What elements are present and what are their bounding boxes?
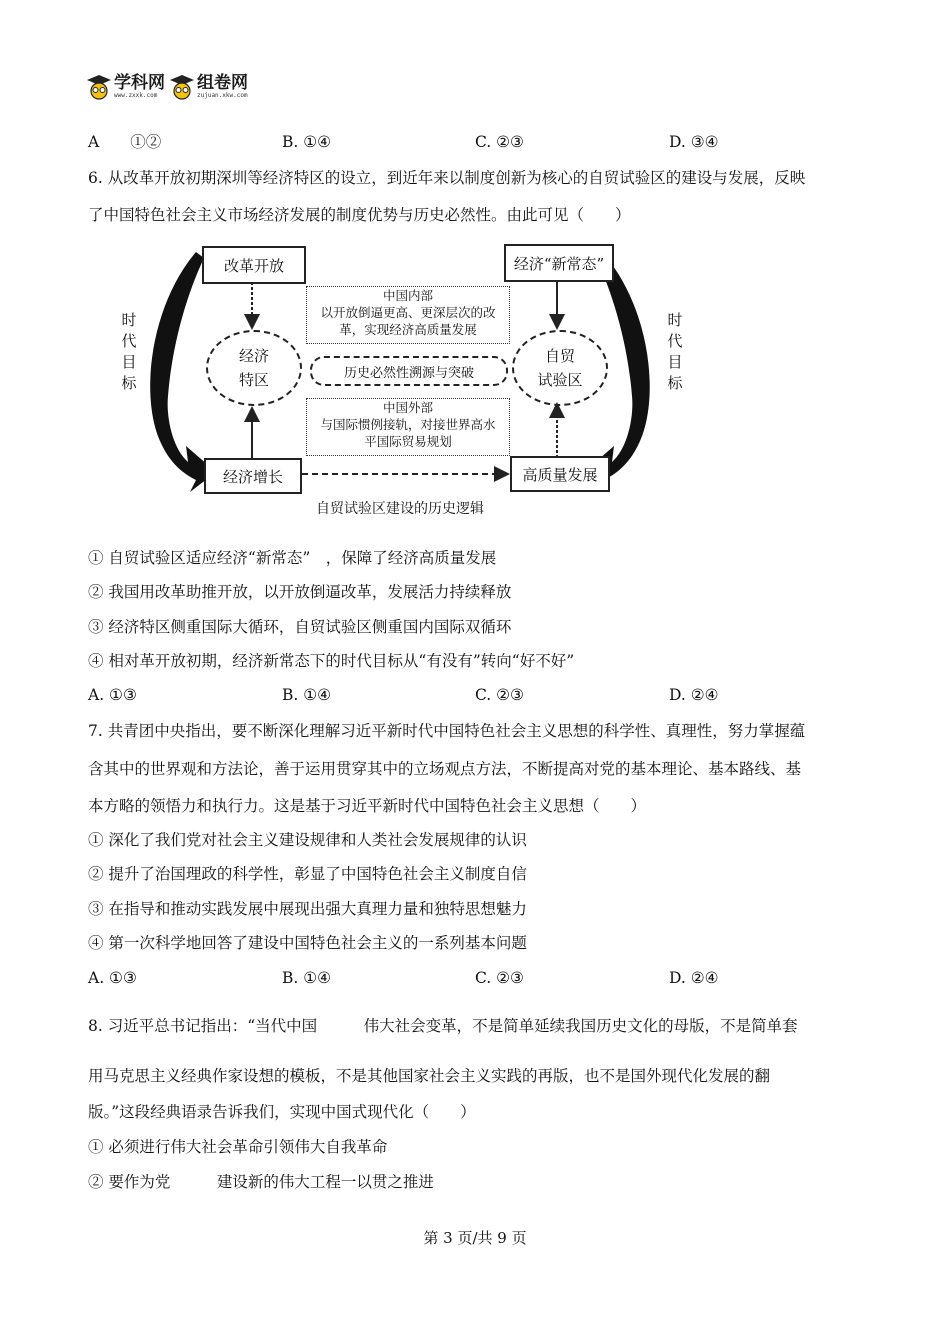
logo-zujuanwang (169, 74, 248, 100)
side-char: 时 (667, 311, 683, 329)
q7-item: ① 深化了我们党对社会主义建设规律和人类社会发展规律的认识 (88, 831, 527, 849)
note-title: 中国内部 (382, 288, 433, 303)
reform-opening-box: 改革开放 (202, 246, 306, 284)
diagram-caption: 自贸试验区建设的历史逻辑 (316, 501, 484, 517)
ellipse-label: 试验区 (537, 371, 583, 389)
q6-item: ④ 相对革开放初期，经济新常态下的时代目标从“有没有”转向“好不好” (88, 652, 575, 670)
page-number: 第 3 页/共 9 页 (423, 1229, 527, 1247)
logo-name: 学科网 (114, 73, 165, 93)
ftz-ellipse (512, 330, 608, 406)
q5-option-b[interactable]: B. ①④ (282, 133, 332, 151)
q7-stem: 本方略的领悟力和执行力。这是基于习近平新时代中国特色社会主义思想（ ） (88, 797, 647, 815)
side-char: 代 (667, 332, 683, 350)
ellipse-label: 特区 (238, 371, 269, 389)
sez-ellipse (206, 330, 302, 406)
side-label-right (666, 310, 684, 394)
q8-stem: 8. 习近平总书记指出：“当代中国 伟大社会变革，不是简单延续我国历史文化的母版，不是简单套 (88, 1017, 798, 1035)
header-logo (86, 70, 248, 104)
side-char: 目 (667, 353, 683, 371)
side-char: 目 (121, 353, 137, 371)
q7-option-a[interactable]: A. ①③ (88, 969, 137, 987)
q6-stem: 了中国特色社会主义市场经济发展的制度优势与历史必然性。由此可见（ ） (88, 206, 631, 224)
note-line: 以开放倒逼更高、更深层次的改 (320, 305, 496, 320)
middle-pill: 历史必然性溯源与突破 (310, 356, 508, 386)
q6-stem: 6. 从改革开放初期深圳等经济特区的设立，到近年来以制度创新为核心的自贸试验区的建设与发展，反映 (88, 169, 806, 187)
side-char: 标 (121, 374, 137, 392)
external-note-box (306, 398, 510, 456)
q6-item: ③ 经济特区侧重国际大循环，自贸试验区侧重国内国际双循环 (88, 618, 512, 636)
logo-url: zujuan.xkw.com (197, 92, 248, 99)
q7-item: ③ 在指导和推动实践发展中展现出强大真理力量和独特思想魅力 (88, 900, 527, 918)
note-line: 革，实现经济高质量发展 (339, 322, 477, 337)
ellipse-label: 自贸 (544, 347, 575, 365)
q6-option-d[interactable]: D. ②④ (669, 686, 719, 704)
side-label-left (120, 310, 138, 394)
internal-note-box (306, 286, 510, 344)
q8-item: ② 要作为党 建设新的伟大工程一以贯之推进 (88, 1173, 434, 1191)
q6-option-a[interactable]: A. ①③ (88, 686, 137, 704)
q7-item: ④ 第一次科学地回答了建设中国特色社会主义的一系列基本问题 (88, 934, 527, 952)
note-line: 平国际贸易规划 (364, 434, 452, 449)
logo-url: www.zxxk.com (114, 92, 158, 99)
q6-item: ② 我国用改革助推开放，以开放倒逼改革，发展活力持续释放 (88, 583, 512, 601)
note-line: 与国际惯例接轨，对接世界高水 (320, 417, 496, 432)
mascot-icon (169, 74, 195, 100)
q8-stem: 用马克思主义经典作家设想的模板，不是其他国家社会主义实践的再版，也不是国外现代化发展的翻 (88, 1067, 771, 1085)
q7-item: ② 提升了治国理政的科学性，彰显了中国特色社会主义制度自信 (88, 865, 527, 883)
mascot-icon (86, 74, 112, 100)
q8-item: ① 必须进行伟大社会革命引领伟大自我革命 (88, 1138, 388, 1156)
q5-option-d[interactable]: D. ③④ (669, 133, 719, 151)
side-char: 标 (667, 374, 683, 392)
side-char: 代 (121, 332, 137, 350)
history-logic-diagram (110, 236, 690, 526)
note-title: 中国外部 (382, 400, 433, 415)
q5-option-c[interactable]: C. ②③ (475, 133, 524, 151)
logo-name: 组卷网 (197, 73, 248, 93)
q7-option-d[interactable]: D. ②④ (669, 969, 719, 987)
logo-xuekewang (86, 74, 165, 100)
q5-option-a[interactable]: A ①② (88, 133, 162, 151)
q7-stem: 含其中的世界观和方法论，善于运用贯穿其中的立场观点方法，不断提高对党的基本理论、基本路线、基 (88, 760, 802, 778)
ellipse-label: 经济 (238, 347, 269, 365)
q7-option-b[interactable]: B. ①④ (282, 969, 332, 987)
q7-option-c[interactable]: C. ②③ (475, 969, 524, 987)
q8-stem: 版。”这段经典语录告诉我们，实现中国式现代化（ ） (88, 1103, 476, 1121)
new-normal-box: 经济“新常态” (504, 244, 614, 282)
q7-stem: 7. 共青团中央指出，要不断深化理解习近平新时代中国特色社会主义思想的科学性、真理性，努力掌握蕴 (88, 722, 806, 740)
quality-box: 高质量发展 (510, 456, 610, 492)
q6-item: ① 自贸试验区适应经济“新常态” ，保障了经济高质量发展 (88, 549, 497, 567)
q6-option-b[interactable]: B. ①④ (282, 686, 332, 704)
q6-option-c[interactable]: C. ②③ (475, 686, 524, 704)
growth-box: 经济增长 (204, 458, 302, 494)
side-char: 时 (121, 311, 137, 329)
